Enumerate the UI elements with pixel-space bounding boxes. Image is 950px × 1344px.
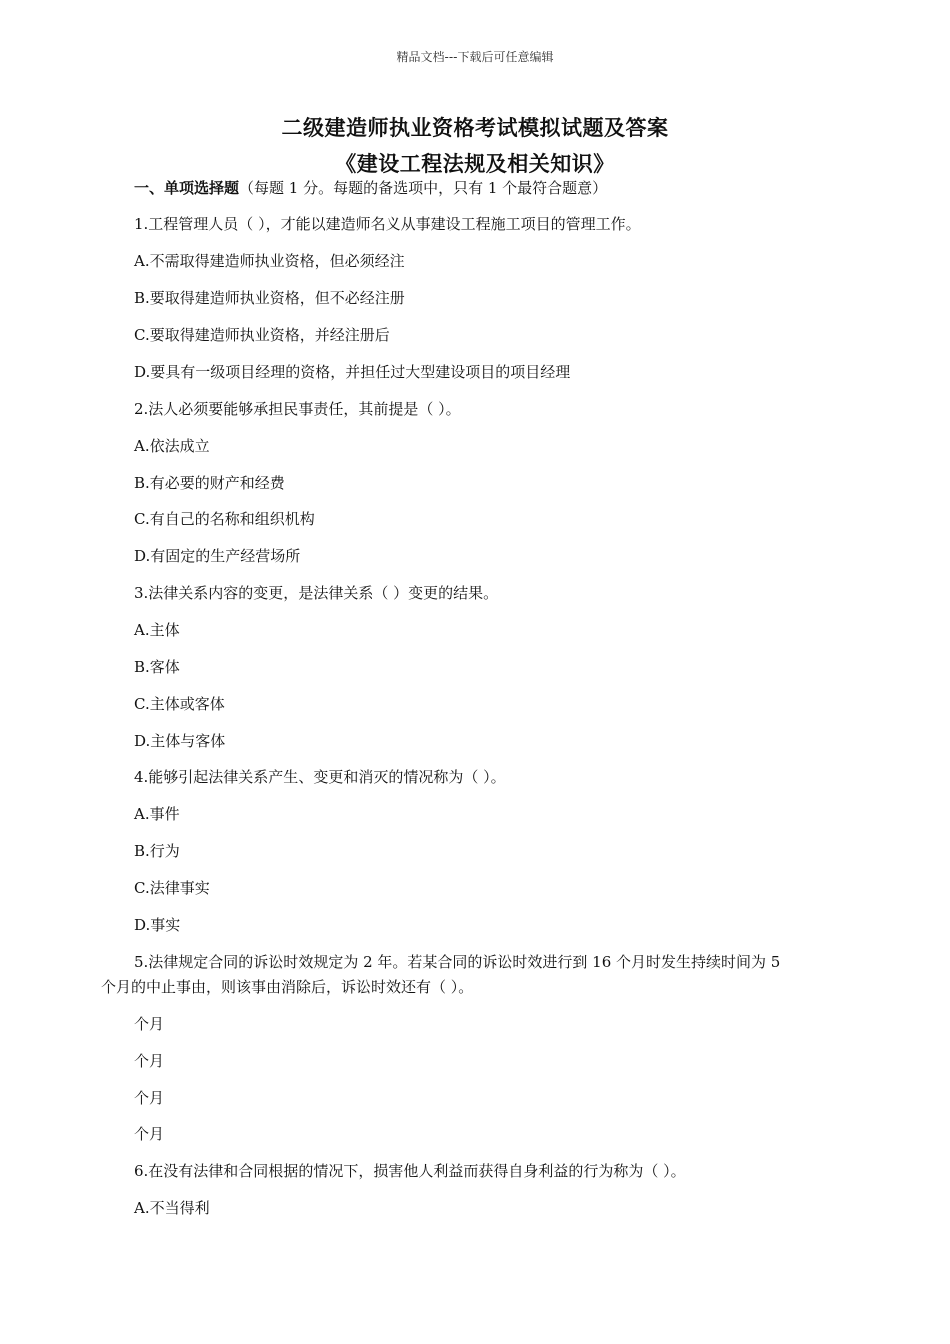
- section-heading-note: （每题 1 分。每题的备选项中，只有 1 个最符合题意）: [239, 179, 608, 197]
- question-5-option-3: 个月: [134, 1089, 165, 1107]
- question-5-stem-line1: 5.法律规定合同的诉讼时效规定为 2 年。若某合同的诉讼时效进行到 16 个月时发生持续时间为 5: [134, 953, 781, 971]
- header-note: 精品文档---下载后可任意编辑: [396, 50, 554, 64]
- question-5-option-1: 个月: [134, 1015, 165, 1033]
- question-2-option-c: C.有自己的名称和组织机构: [134, 510, 315, 528]
- question-6-option-a: A.不当得利: [134, 1199, 210, 1217]
- question-3-option-c: C.主体或客体: [134, 695, 225, 713]
- question-3-option-d: D.主体与客体: [134, 732, 226, 750]
- question-1-option-a: A.不需取得建造师执业资格，但必须经注: [134, 252, 405, 270]
- document-subtitle: 《建设工程法规及相关知识》: [335, 151, 615, 176]
- question-4-option-a: A.事件: [134, 805, 180, 823]
- question-5-stem-line2: 个月的中止事由，则该事由消除后，诉讼时效还有（ ）。: [101, 978, 474, 996]
- section-heading-label: 一、单项选择题: [134, 179, 240, 197]
- document-title: 二级建造师执业资格考试模拟试题及答案: [281, 115, 669, 140]
- question-2-option-a: A.依法成立: [134, 437, 210, 455]
- question-1-stem: 1.工程管理人员（ ），才能以建造师名义从事建设工程施工项目的管理工作。: [134, 215, 641, 233]
- question-5-option-4: 个月: [134, 1125, 165, 1143]
- question-4-option-c: C.法律事实: [134, 879, 210, 897]
- question-6-stem: 6.在没有法律和合同根据的情况下，损害他人利益而获得自身利益的行为称为（ ）。: [134, 1162, 686, 1180]
- question-4-stem: 4.能够引起法律关系产生、变更和消灭的情况称为（ ）。: [134, 768, 506, 786]
- question-1-option-d: D.要具有一级项目经理的资格，并担任过大型建设项目的项目经理: [134, 363, 571, 381]
- section-heading: [134, 177, 607, 198]
- question-2-option-b: B.有必要的财产和经费: [134, 474, 285, 492]
- question-3-option-a: A.主体: [134, 621, 180, 639]
- question-1-option-c: C.要取得建造师执业资格，并经注册后: [134, 326, 390, 344]
- question-2-stem: 2.法人必须要能够承担民事责任，其前提是（ ）。: [134, 400, 461, 418]
- question-4-option-d: D.事实: [134, 916, 181, 934]
- question-1-option-b: B.要取得建造师执业资格，但不必经注册: [134, 289, 405, 307]
- question-3-stem: 3.法律关系内容的变更，是法律关系（ ）变更的结果。: [134, 584, 499, 602]
- question-5-option-2: 个月: [134, 1052, 165, 1070]
- question-4-option-b: B.行为: [134, 842, 180, 860]
- question-2-option-d: D.有固定的生产经营场所: [134, 547, 301, 565]
- question-3-option-b: B.客体: [134, 658, 180, 676]
